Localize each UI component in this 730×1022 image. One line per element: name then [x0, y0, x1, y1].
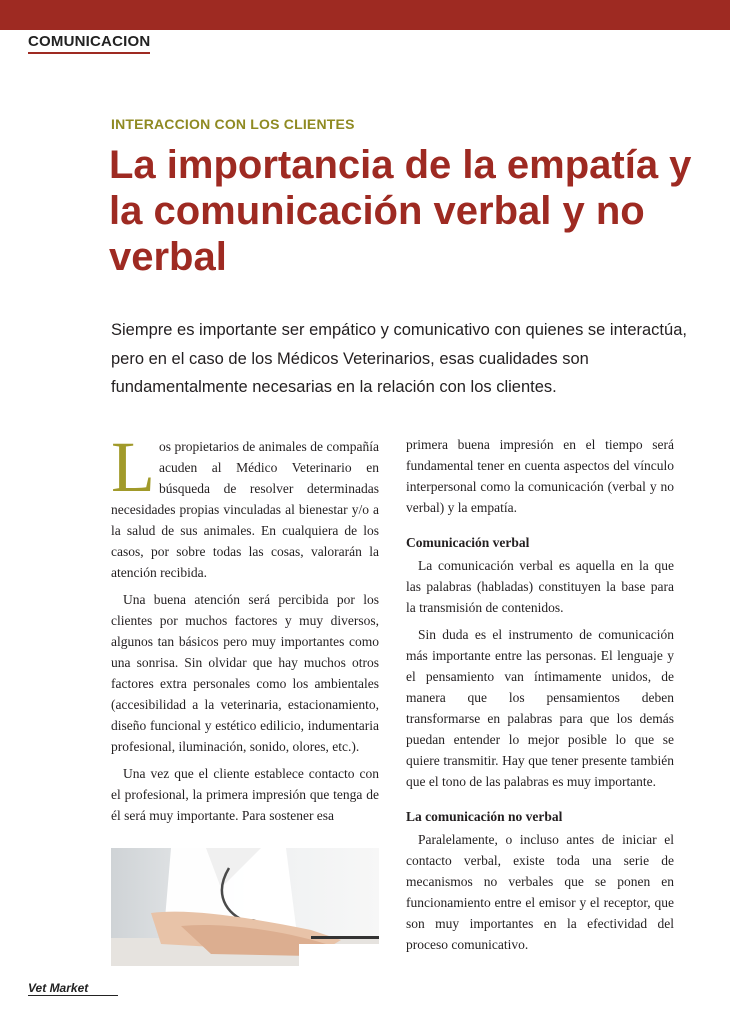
article-kicker: INTERACCION CON LOS CLIENTES [111, 116, 355, 132]
footer-underline [28, 995, 118, 996]
paragraph [111, 427, 379, 583]
section-underline [28, 52, 150, 54]
paragraph: primera buena impresión en el tiempo será fundamental tener en cuenta aspectos del vínculo interpersonal como la comunicación (verbal y no verbal) y la empatía. [406, 437, 674, 515]
paragraph: Paralelamente, o incluso antes de iniciar el contacto verbal, existe toda una serie de mecanismos no verbales que se ponen en funcionamiento entre el emisor y el receptor, que son muy importantes en la efectividad del proceso comunicativo. [406, 832, 674, 952]
paragraph: Sin duda es el instrumento de comunicación más importante entre las personas. El lenguaje y el pensamiento van íntimamente unidos, de manera que los pensamientos deben transformarse en palabras para que los demás puedan entender lo mejor posible lo que se quiere transmitir. Hay que tener presente también que el tono de las palabras es muy importante. [406, 627, 674, 789]
article-photo [111, 848, 379, 966]
paragraph: La comunicación verbal es aquella en la que las palabras (habladas) constituyen la base para la transmisión de contenidos. [406, 558, 674, 615]
column-left [111, 427, 379, 832]
drop-cap: L [111, 427, 155, 507]
paragraph: Una buena atención será percibida por los clientes por muchos factores y muy diversos, algunos tan básicos pero muy importantes como una sonrisa. Sin olvidar que hay muchos otros factores extra personales como los ambientales (accesibilidad a la veterinaria, estacionamiento, diseño funcional y estético edilicio, indumentaria profesional, iluminación, sonido, olores, etc.). [111, 592, 379, 754]
photo-illustration [111, 848, 379, 966]
column-right [406, 434, 674, 961]
subheading: La comunicación no verbal [406, 809, 563, 824]
header-bar [0, 0, 730, 30]
section-label: COMUNICACION [28, 33, 151, 50]
paragraph-text: os propietarios de animales de compañía acuden al Médico Veterinario en búsqueda de resolver determinadas necesidades propias vinculadas al bienestar y/o a la salud de sus animales. En cualquiera de los casos, por sobre todas las cosas, valorarán la atención recibida. [111, 439, 379, 580]
article-title: La importancia de la empatía y la comunicación verbal y no verbal [109, 143, 692, 279]
paragraph: Una vez que el cliente establece contacto con el profesional, la primera impresión que tenga de él será muy importante. Para sostener esa [111, 766, 379, 823]
article-lead: Siempre es importante ser empático y comunicativo con quienes se interactúa, pero en el caso de los Médicos Veterinarios, esas cualidades son fundamentalmente necesarias en la relación con los clientes. [111, 321, 687, 396]
subheading: Comunicación verbal [406, 535, 530, 550]
footer-magazine-name: Vet Market [28, 981, 89, 995]
